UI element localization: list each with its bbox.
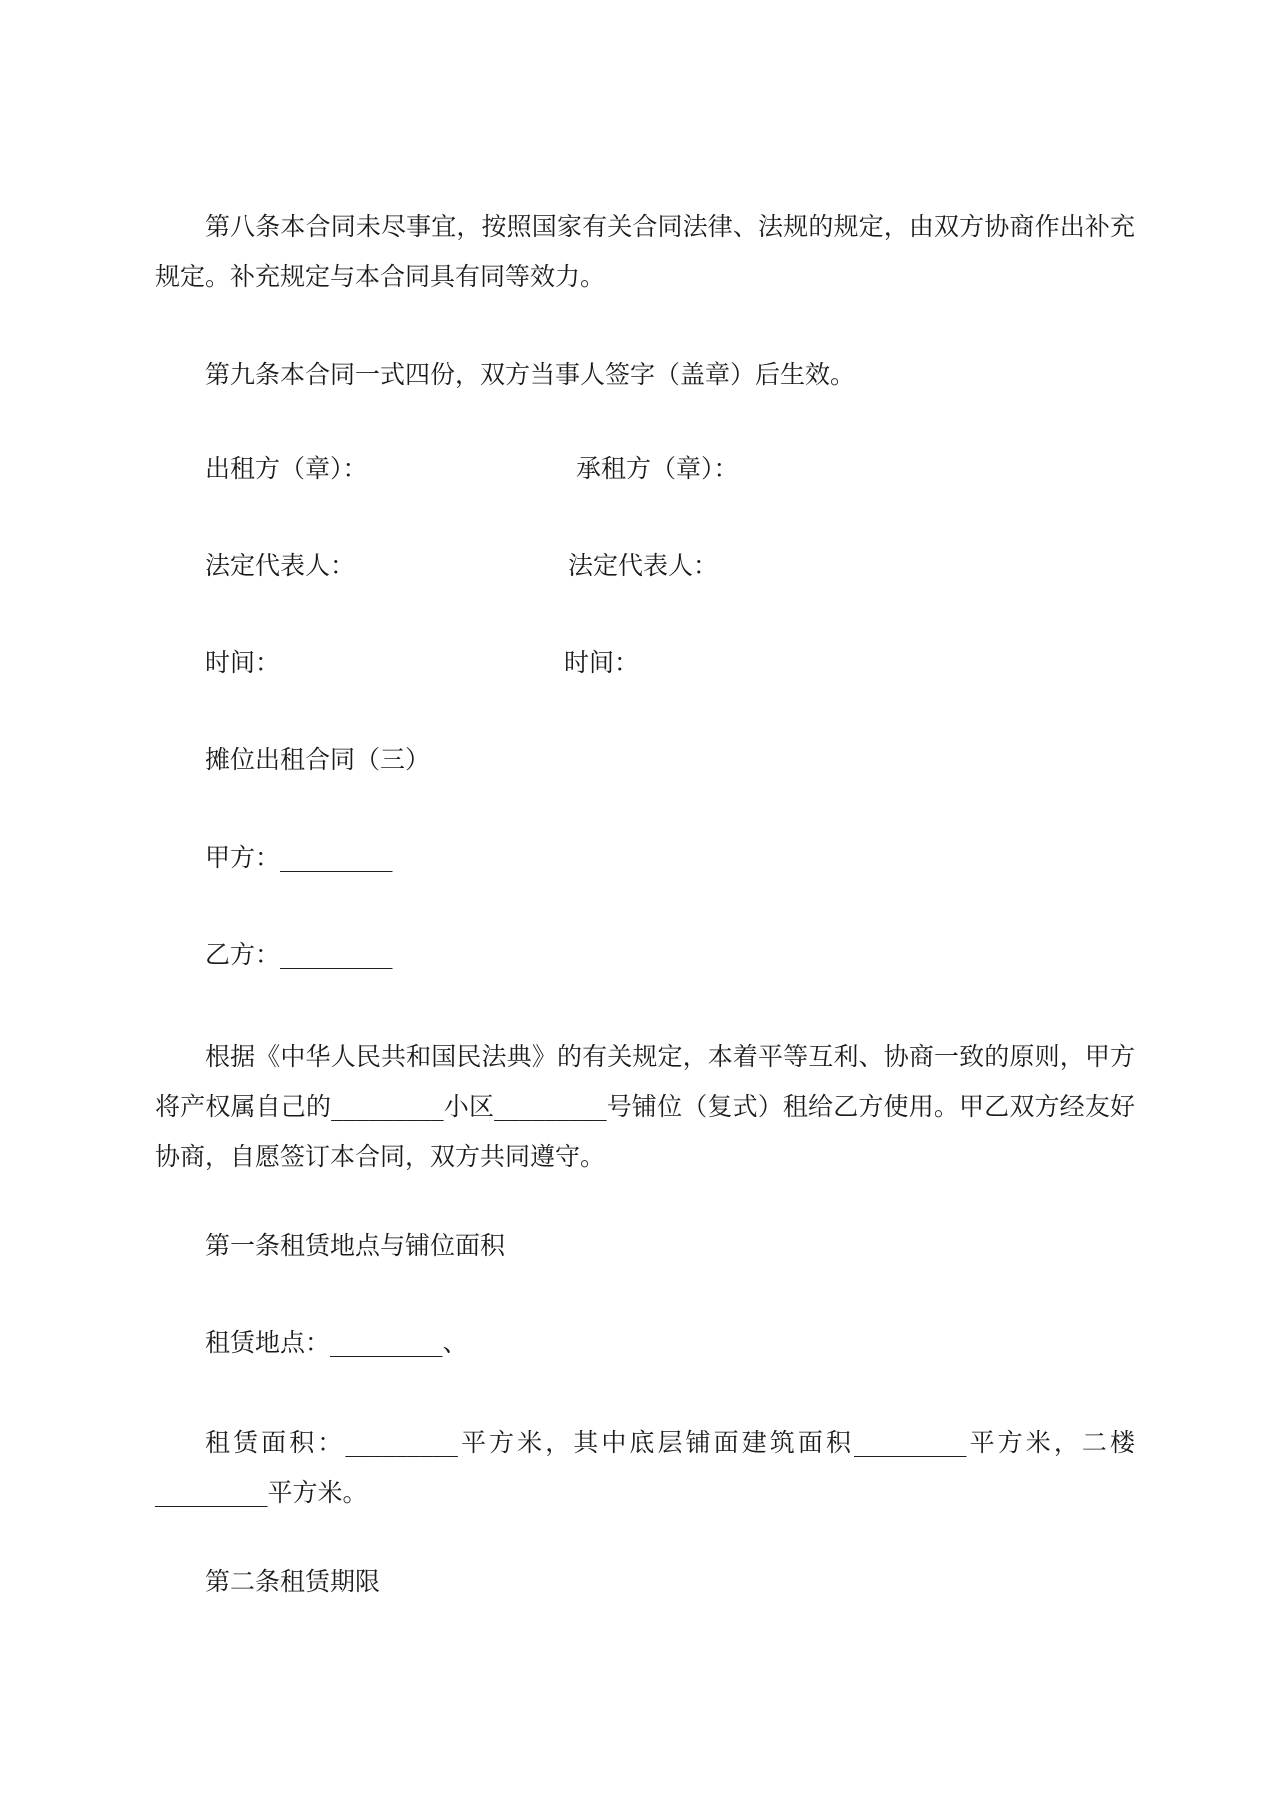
party-b-line: 乙方：_________	[205, 940, 393, 969]
lease-area-paragraph: 租赁面积：_________平方米，其中底层铺面建筑面积_________平方米，二楼_________平方米。	[155, 1428, 1135, 1507]
party-a-line: 甲方：_________	[205, 843, 393, 872]
intro-paragraph: 根据《中华人民共和国民法典》的有关规定，本着平等互利、协商一致的原则，甲方将产权属自己的_________小区_________号铺位（复式）租给乙方使用。甲乙双方经友好协商，自愿签订本合同，双方共同遵守。	[155, 1042, 1135, 1171]
legal-rep-left-label: 法定代表人：	[205, 551, 356, 580]
lessor-seal-label: 出租方（章）：	[205, 454, 368, 483]
time-right-label: 时间：	[564, 648, 640, 677]
contract-3-title: 摊位出租合同（三）	[205, 745, 431, 774]
time-left-label: 时间：	[205, 648, 281, 677]
legal-rep-right-label: 法定代表人：	[568, 551, 719, 580]
lease-location-line: 租赁地点：_________、	[205, 1328, 468, 1357]
lessee-seal-label: 承租方（章）：	[576, 454, 739, 483]
article-9-paragraph: 第九条本合同一式四份，双方当事人签字（盖章）后生效。	[205, 360, 856, 389]
article-2-title: 第二条租赁期限	[205, 1567, 381, 1596]
article-1-title: 第一条租赁地点与铺位面积	[205, 1231, 506, 1260]
article-8-paragraph: 第八条本合同未尽事宜，按照国家有关合同法律、法规的规定，由双方协商作出补充规定。补充规定与本合同具有同等效力。	[155, 212, 1135, 291]
